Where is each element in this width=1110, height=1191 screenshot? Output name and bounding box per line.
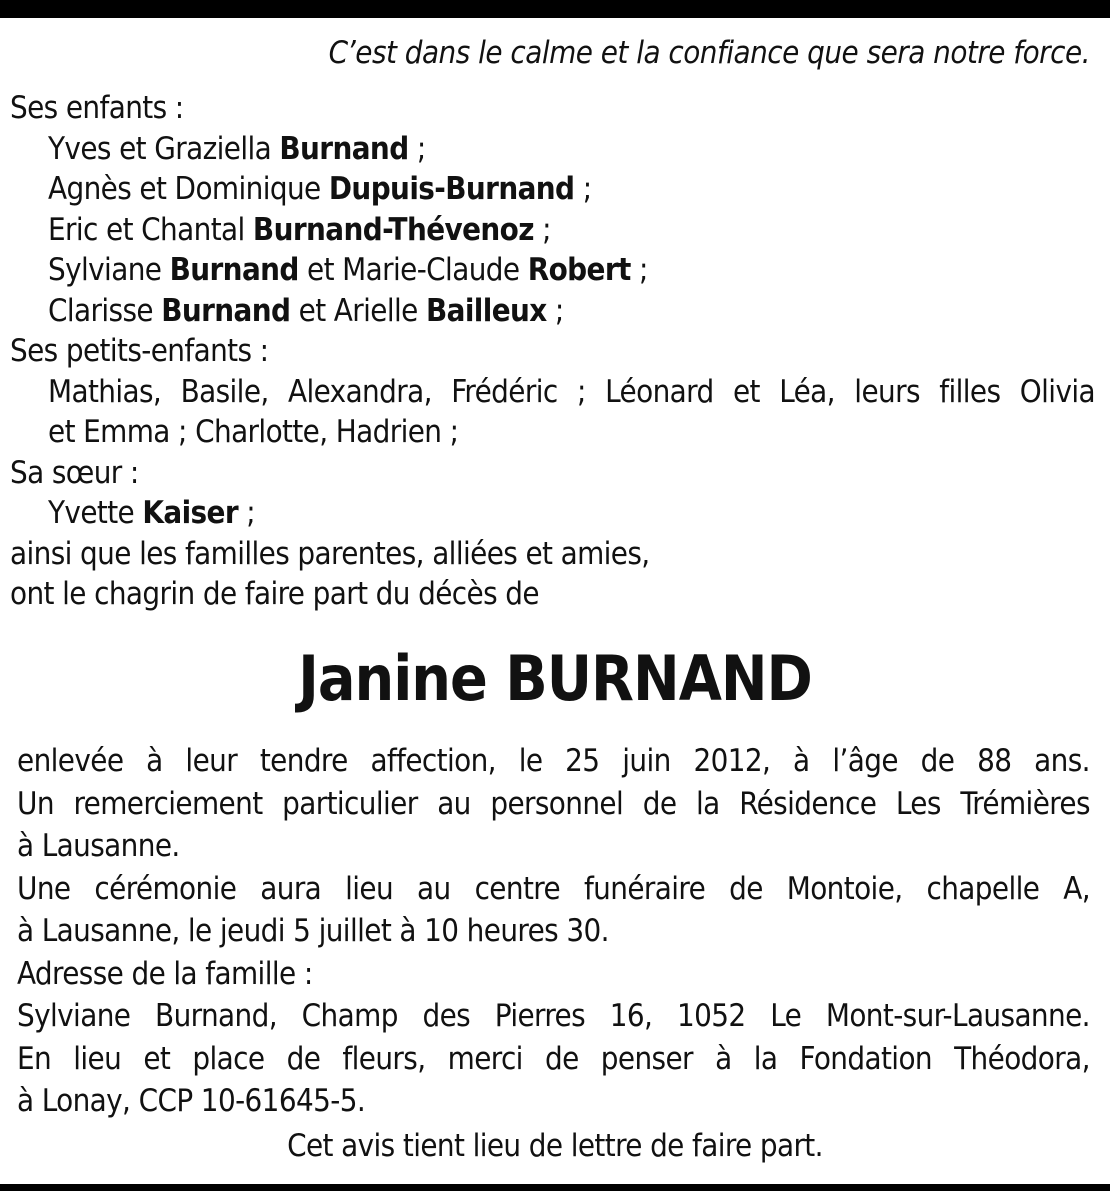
word: Fondation [799,1040,932,1077]
child-line [10,210,1095,251]
surname: Burnand [279,130,409,167]
word: aura [260,870,322,907]
word: chapelle [926,870,1040,907]
surname: Burnand [169,252,299,288]
word: Montoie, [786,870,903,907]
word: penser [600,1040,693,1077]
deceased-name: Janine BURNAND [298,642,812,715]
announce-line: ont le chagrin de faire part du décès de [10,576,539,612]
word: de [286,1040,321,1077]
word: Olivia [1019,373,1095,410]
word: Pierres [494,998,586,1034]
grandchildren-line [10,372,1095,413]
word: des [422,998,471,1034]
given-names: Yvette [48,495,143,531]
word: lieu [73,1040,122,1077]
word: lieu [345,870,394,907]
body-line: à Lausanne, le jeudi 5 juillet à 10 heures 30. [17,913,609,949]
word: le [518,743,543,779]
word: à [715,1040,732,1077]
word: juin [622,743,671,779]
surname: Kaiser [142,495,239,531]
body-line [17,740,1090,783]
word: Trémières [960,785,1090,822]
given-names: Sylviane [48,252,170,288]
word: filles [939,373,1001,410]
word: à [146,743,163,779]
word: fleurs, [342,1040,426,1077]
word: ans. [1034,743,1090,779]
word: tendre [259,743,348,779]
word: Champ [301,998,398,1034]
top-rule [0,0,1110,18]
surname: Dupuis-Burnand [328,171,575,207]
given-names: ; [630,252,648,288]
word: cérémonie [94,870,237,907]
word: Théodora, [954,1040,1090,1077]
closing-line: Cet avis tient lieu de lettre de faire part. [287,1128,823,1164]
word: Léonard [605,373,714,410]
surname: Robert [527,252,631,288]
surname: Burnand-Thévenoz [252,211,534,248]
word: personnel [490,785,624,822]
word: Le [770,998,802,1034]
given-names: ; [574,171,592,207]
body-line [17,995,1090,1038]
word: leur [185,743,238,779]
word: 16, [609,998,653,1034]
word: de [544,1040,579,1077]
child-line [10,169,1095,210]
sister-heading: Sa sœur : [10,454,139,491]
word: Une [17,870,71,907]
body-line [17,783,1090,826]
word: Basile, [180,373,269,410]
given-names: ; [408,130,426,167]
word: Les [895,785,941,822]
word: 2012, [693,743,771,779]
given-names: ; [533,211,551,248]
word: 25 [565,743,600,779]
word: Mathias, [48,373,162,410]
word: Sylviane [17,998,131,1034]
surname: Burnand [161,292,291,329]
body-line: à Lonay, CCP 10-61645-5. [17,1083,366,1119]
given-names: Clarisse [48,292,162,329]
bottom-rule [0,1184,1110,1191]
given-names: ; [238,495,256,531]
child-line [10,291,1095,332]
word: particulier [282,785,418,822]
families-line: ainsi que les familles parentes, alliées et amies, [10,535,650,572]
word: 1052 [676,998,746,1034]
word: affection, [370,743,496,779]
word: leurs [854,373,920,410]
announcement-body [17,740,1090,1123]
word: et [732,373,760,410]
word: place [192,1040,265,1077]
child-line [10,250,1095,291]
given-names: ; [546,292,564,329]
given-names: et Arielle [290,292,426,329]
word: la [696,785,720,822]
word: 88 [977,743,1012,779]
word: remerciement [73,785,263,822]
surname: Bailleux [425,292,547,329]
word: au [437,785,471,822]
word: Un [17,785,54,822]
word: de [920,743,955,779]
word: Alexandra, [288,373,432,410]
word: Résidence [739,785,877,822]
word: et [143,1040,171,1077]
word: au [417,870,451,907]
grandchildren-line: et Emma ; Charlotte, Hadrien ; [48,414,459,450]
word: Burnand, [155,998,277,1034]
word: Frédéric [451,373,558,410]
word: funéraire [583,870,706,907]
word: à [793,743,810,779]
body-line [17,868,1090,911]
body-line: Adresse de la famille : [17,955,313,992]
grandchildren-heading: Ses petits-enfants : [10,333,269,369]
word: enlevée [17,743,124,779]
body-line [17,1038,1090,1081]
epigraph: C’est dans le calme et la confiance que sera notre force. [328,35,1090,71]
given-names: Agnès et Dominique [48,171,329,207]
word: ; [576,373,586,410]
given-names: et Marie-Claude [298,252,528,288]
given-names: Yves et Graziella [48,130,280,167]
word: Léa, [779,373,835,410]
word: l’âge [832,743,898,779]
word: de [642,785,677,822]
given-names: Eric et Chantal [48,211,253,248]
word: A, [1063,870,1090,907]
body-line: à Lausanne. [17,828,180,864]
word: de [729,870,763,907]
word: centre [474,870,561,907]
child-line [10,129,1095,170]
word: la [753,1040,778,1077]
word: merci [447,1040,523,1077]
children-list [10,129,1095,332]
children-heading: Ses enfants : [10,90,184,126]
sister-line [10,493,1095,534]
word: En [17,1040,52,1077]
family-list [10,88,1095,615]
word: Mont-sur-Lausanne. [825,998,1090,1034]
